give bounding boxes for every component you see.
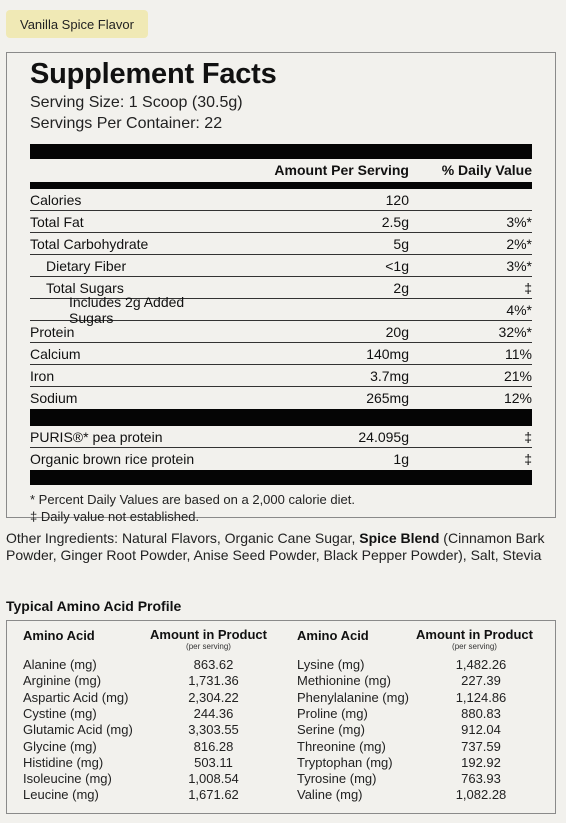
header-amount: Amount Per Serving xyxy=(274,162,409,178)
nutrient-amount: 140mg xyxy=(366,345,409,362)
footnotes xyxy=(30,491,532,525)
amino-acid-name: Phenylalanine (mg) xyxy=(297,689,410,705)
protein-daily-value: ‡ xyxy=(524,428,532,445)
serving-size: Serving Size: 1 Scoop (30.5g) xyxy=(30,94,243,111)
nutrient-row xyxy=(30,189,532,211)
amino-acid-amount: 763.93 xyxy=(461,771,501,787)
nutrient-table xyxy=(30,189,532,409)
nutrient-row xyxy=(30,293,532,326)
nutrient-daily-value: 11% xyxy=(505,345,532,362)
amino-acid-name: Alanine (mg) xyxy=(23,657,97,672)
nutrient-row xyxy=(30,255,532,277)
nutrient-name: Protein xyxy=(30,323,75,340)
amino-acid-name: Aspartic Acid (mg) xyxy=(23,689,129,705)
nutrient-amount: 5g xyxy=(393,235,409,252)
amino-header-sub: (per serving) xyxy=(186,642,231,651)
amino-acid-name: Lysine (mg) xyxy=(297,657,365,672)
nutrient-daily-value: 3%* xyxy=(506,257,532,274)
nutrient-name: Iron xyxy=(30,367,55,384)
nutrient-row xyxy=(30,343,532,365)
protein-name: Organic brown rice protein xyxy=(30,451,195,467)
nutrient-name: Total Sugars xyxy=(46,279,124,296)
amino-acid-panel xyxy=(6,620,556,814)
footnote-daily-values: * Percent Daily Values are based on a 2,000 calorie diet. xyxy=(30,492,355,507)
amino-acid-name: Threonine (mg) xyxy=(297,738,386,754)
nutrient-daily-value: 21% xyxy=(503,367,532,384)
amino-acid-amount: 737.59 xyxy=(461,738,501,754)
amino-header-sub: (per serving) xyxy=(452,642,497,651)
amino-header-name-right: Amino Acid xyxy=(297,628,369,643)
amino-acid-name: Glycine (mg) xyxy=(23,738,97,754)
other-ingredients xyxy=(6,530,558,564)
amino-acid-name: Proline (mg) xyxy=(297,705,368,721)
nutrient-amount: 20g xyxy=(385,323,409,340)
amino-header-name-left: Amino Acid xyxy=(23,628,95,643)
divider-thick xyxy=(30,470,532,485)
protein-amount: 1g xyxy=(393,451,409,467)
amino-acid-name: Tryptophan (mg) xyxy=(297,754,393,770)
amino-header-amount-right xyxy=(416,627,533,652)
protein-row xyxy=(30,448,532,470)
nutrient-row xyxy=(30,233,532,255)
servings-per-container: Servings Per Container: 22 xyxy=(30,115,223,132)
amino-acid-amount: 1,482.26 xyxy=(455,657,507,672)
header-daily-value: % Daily Value xyxy=(441,162,532,178)
protein-table xyxy=(30,426,532,470)
amino-acid-amount: 912.04 xyxy=(461,722,501,738)
nutrient-row xyxy=(30,321,532,343)
nutrient-daily-value: 32%* xyxy=(498,323,532,340)
amino-acid-name: Methionine (mg) xyxy=(297,673,391,689)
amino-acid-amount: 227.39 xyxy=(461,673,501,689)
footnote-not-established: ‡ Daily value not established. xyxy=(30,509,200,524)
nutrient-amount: 120 xyxy=(385,191,409,208)
amino-acid-amount: 244.36 xyxy=(193,705,234,721)
nutrient-amount: 2g xyxy=(393,279,409,296)
divider-thick xyxy=(30,144,532,159)
protein-name: PURIS®* pea protein xyxy=(30,428,163,445)
nutrient-amount: 265mg xyxy=(366,390,409,406)
amino-header-amount-label: Amount in Product xyxy=(416,627,533,642)
protein-daily-value: ‡ xyxy=(524,451,532,467)
amino-acid-amount: 2,304.22 xyxy=(188,689,239,705)
amino-acid-name: Valine (mg) xyxy=(297,787,363,803)
amino-acid-name: Tyrosine (mg) xyxy=(297,771,377,787)
nutrient-daily-value: 12% xyxy=(503,390,532,406)
nutrient-amount: 3.7mg xyxy=(370,367,409,384)
nutrient-row xyxy=(30,365,532,387)
nutrient-daily-value: ‡ xyxy=(524,279,532,296)
amino-acid-amount: 192.92 xyxy=(461,754,501,770)
nutrient-name: Total Fat xyxy=(30,213,84,230)
supplement-facts-panel xyxy=(6,52,556,524)
nutrient-name: Includes 2g Added Sugars xyxy=(69,293,185,326)
nutrient-name: Total Carbohydrate xyxy=(30,235,149,252)
facts-title: Supplement Facts xyxy=(30,58,277,90)
other-ingredients-suffix: (Cinnamon Bark Powder, Ginger Root Powder, Anise Seed Powder, Black Pepper Powder), Salt, Stevia xyxy=(6,530,545,563)
amino-acid-amount: 1,082.28 xyxy=(455,787,507,803)
amino-acid-title: Typical Amino Acid Profile xyxy=(6,598,182,614)
protein-amount: 24.095g xyxy=(358,428,409,445)
nutrient-daily-value: 2%* xyxy=(506,235,532,252)
amino-acid-amount: 880.83 xyxy=(461,705,501,721)
other-ingredients-prefix: Other Ingredients: Natural Flavors, Organic Cane Sugar, xyxy=(6,530,360,546)
nutrient-amount: 2.5g xyxy=(381,213,409,230)
nutrient-name: Calories xyxy=(30,191,82,208)
protein-row xyxy=(30,426,532,448)
amino-acid-name: Glutamic Acid (mg) xyxy=(23,722,133,738)
divider-thick xyxy=(30,409,532,426)
nutrient-daily-value: 3%* xyxy=(506,213,532,230)
amino-acid-name: Isoleucine (mg) xyxy=(23,771,112,787)
amino-acid-amount: 1,671.62 xyxy=(188,787,239,803)
amino-acid-amount: 863.62 xyxy=(193,657,234,672)
facts-header-row xyxy=(30,159,532,180)
amino-header-amount-left xyxy=(150,627,267,652)
flavor-badge: Vanilla Spice Flavor xyxy=(6,10,148,38)
nutrient-daily-value: 4%* xyxy=(506,301,532,318)
amino-acid-name: Histidine (mg) xyxy=(23,754,104,770)
amino-acid-amount: 3,303.55 xyxy=(188,722,239,738)
amino-acid-amount: 816.28 xyxy=(193,738,234,754)
spice-blend-label: Spice Blend xyxy=(359,530,440,546)
amino-acid-amount: 503.11 xyxy=(194,754,233,770)
amino-header-amount-label: Amount in Product xyxy=(150,627,267,642)
nutrient-name: Calcium xyxy=(30,345,81,362)
amino-acid-name: Arginine (mg) xyxy=(23,673,102,689)
nutrient-amount: <1g xyxy=(385,257,409,274)
amino-acid-amount: 1,008.54 xyxy=(188,771,239,787)
amino-acid-name: Leucine (mg) xyxy=(23,787,99,803)
nutrient-row xyxy=(30,211,532,233)
nutrient-name: Sodium xyxy=(30,390,78,406)
nutrient-row xyxy=(30,387,532,409)
amino-acid-amount: 1,124.86 xyxy=(455,689,507,705)
amino-acid-name: Serine (mg) xyxy=(297,722,365,738)
amino-acid-name: Cystine (mg) xyxy=(23,705,97,721)
amino-acid-amount: 1,731.36 xyxy=(188,673,239,689)
divider-medium xyxy=(30,182,532,189)
nutrient-name: Dietary Fiber xyxy=(46,257,127,274)
